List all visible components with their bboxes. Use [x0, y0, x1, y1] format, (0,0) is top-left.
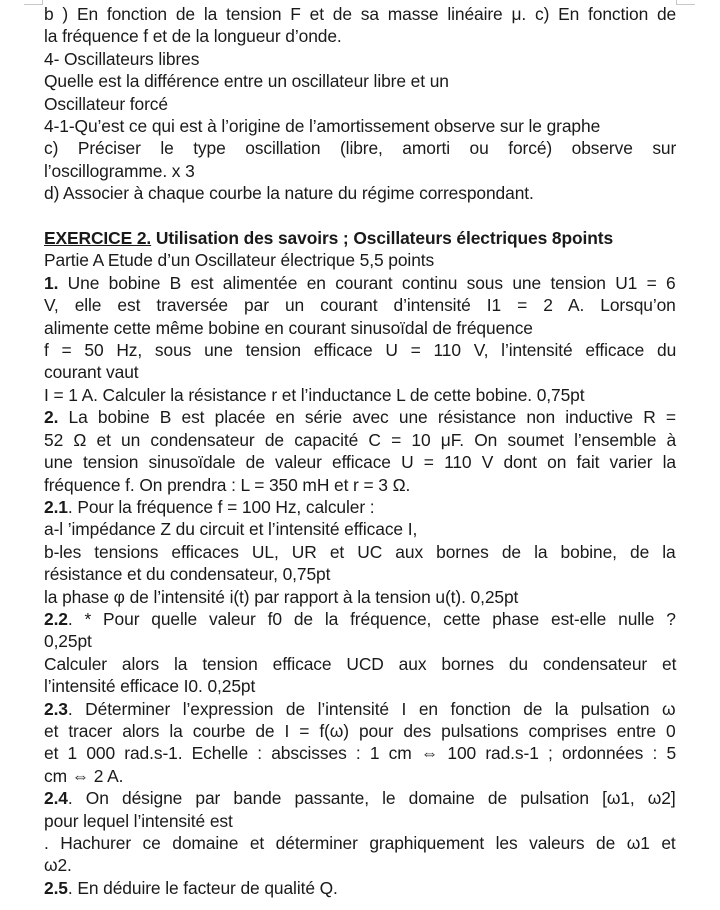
question-1-line: V, elle est traversée par un courant d’intensité I1 = 2 A. Lorsqu’on	[44, 295, 676, 316]
question-2-3-line: et tracer alors la courbe de I = f(ω) pour des pulsations comprises entre 0	[44, 720, 676, 741]
question-1-line: alimente cette même bobine en courant sinusoïdal de fréquence	[44, 317, 533, 338]
question-2-5-line	[44, 877, 676, 899]
question-2-2-line: 0,25pt	[44, 631, 92, 652]
text-line: l’oscillogramme. x 3	[44, 160, 195, 181]
question-2-4-line: ω2.	[44, 855, 72, 876]
question-c: c) Préciser le type oscillation (libre, amorti ou forcé) observe sur	[44, 138, 677, 159]
text-fragment: . En déduire le facteur de qualité Q.	[67, 877, 338, 898]
question-2-2-line: Calculer alors la tension efficace UCD aux bornes du condensateur et	[44, 653, 677, 674]
question-2-4-line	[44, 787, 676, 809]
question-number: 1.	[44, 272, 59, 293]
section-heading-free-oscillators: 4- Oscillateurs libres	[44, 48, 200, 69]
page-corner-mark-left	[24, 0, 43, 5]
question-2-line: une tension sinusoïdale de valeur efficace U = 110 V dont on fait varier la	[44, 452, 676, 473]
question-2-1-line: résistance et du condensateur, 0,75pt	[44, 564, 331, 585]
page-corner-mark-right	[676, 0, 695, 5]
question-2-1-line: la phase φ de l’intensité i(t) par rapport à la tension u(t). 0,25pt	[44, 586, 519, 607]
question-2-line	[44, 406, 676, 428]
text-line: Quelle est la différence entre un oscillateur libre et un	[44, 71, 449, 92]
text-line: Oscillateur forcé	[44, 93, 168, 114]
question-2-line: fréquence f. On prendra : L = 350 mH et r = 3 Ω.	[44, 474, 411, 495]
document-page	[44, 3, 676, 899]
question-1-line: courant vaut	[44, 362, 139, 383]
question-number: 2.1	[44, 496, 68, 517]
question-1-line: f = 50 Hz, sous une tension efficace U = 110 V, l’intensité efficace du	[44, 340, 677, 361]
question-2-4-line: . Hachurer ce domaine et déterminer graphiquement les valeurs de ω1 et	[44, 833, 676, 854]
text-fragment: . * Pour quelle valeur f0 de la fréquence, cette phase est-elle nulle ?	[67, 608, 676, 629]
part-a-heading: Partie A Etude d’un Oscillateur électrique 5,5 points	[44, 250, 435, 271]
question-number: 2.4	[44, 788, 68, 809]
question-d: d) Associer à chaque courbe la nature du régime correspondant.	[44, 183, 534, 204]
exercise-label: EXERCICE 2.	[44, 228, 152, 249]
question-2-3-line: cm ⇔ 2 A.	[44, 765, 124, 786]
question-2-line: 52 Ω et un condensateur de capacité C = 10 μF. On soumet l’ensemble à	[44, 429, 677, 450]
question-2-1-line	[44, 496, 676, 518]
question-number: 2.	[44, 407, 59, 428]
text-fragment: La bobine B est placée en série avec une résistance non inductive R =	[58, 407, 676, 428]
text-fragment: . Déterminer l’expression de l’intensité I en fonction de la pulsation ω	[67, 698, 676, 719]
question-number: 2.5	[44, 877, 68, 898]
text-line: la fréquence f et de la longueur d’onde.	[44, 26, 342, 47]
question-2-3-line: et 1 000 rad.s-1. Echelle : abscisses : 1 cm ⇔ 100 rad.s-1 ; ordonnées : 5	[44, 743, 677, 764]
question-2-4-line: pour lequel l’intensité est	[44, 810, 233, 831]
text-fragment: Une bobine B est alimentée en courant continu sous une tension U1 = 6	[58, 272, 676, 293]
question-2-1-line: b-les tensions efficaces UL, UR et UC aux bornes de la bobine, de la	[44, 541, 676, 562]
question-2-1-line: a-l ’impédance Z du circuit et l’intensité efficace I,	[44, 519, 418, 540]
question-1-line: I = 1 A. Calculer la résistance r et l’inductance L de cette bobine. 0,75pt	[44, 384, 585, 405]
text-line: b ) En fonction de la tension F et de sa masse linéaire μ. c) En fonction de	[44, 4, 677, 24]
question-4-1: 4-1-Qu’est ce qui est à l’origine de l’amortissement observe sur le graphe	[44, 116, 601, 137]
exercise-heading	[44, 227, 676, 249]
question-number: 2.3	[44, 698, 68, 719]
question-number: 2.2	[44, 608, 68, 629]
text-fragment: . Pour la fréquence f = 100 Hz, calculer :	[67, 496, 375, 517]
spacer	[44, 205, 676, 227]
exercise-title: Utilisation des savoirs ; Oscillateurs électriques 8points	[151, 228, 614, 249]
question-2-2-line	[44, 608, 676, 630]
question-1-line	[44, 272, 676, 294]
question-2-2-line: l’intensité efficace I0. 0,25pt	[44, 676, 256, 697]
question-2-3-line	[44, 698, 676, 720]
text-fragment: . On désigne par bande passante, le domaine de pulsation [ω1, ω2]	[67, 788, 676, 809]
